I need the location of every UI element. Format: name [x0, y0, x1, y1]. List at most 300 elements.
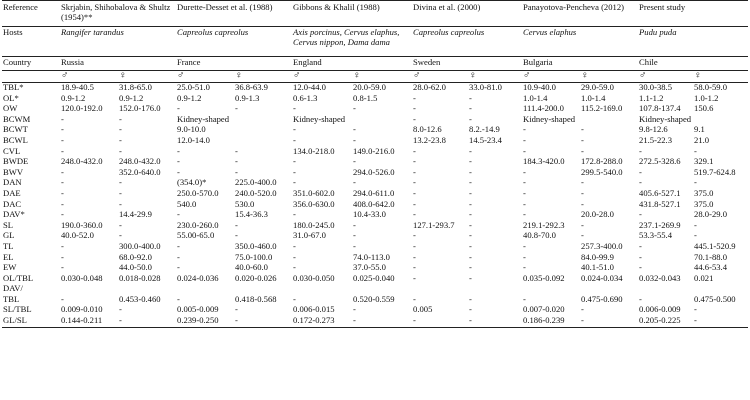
measurement-value: - — [580, 316, 638, 327]
measurement-value: 272.5-328.6 — [639, 157, 681, 167]
measurement-value: - — [177, 252, 180, 262]
measurement-value: - — [293, 252, 296, 262]
measurement-label: OL/TBL — [3, 273, 34, 283]
measurement-value: 84.0-99.9 — [581, 252, 614, 262]
measurement-value: - — [353, 104, 356, 114]
measurement-value: 13.2-23.8 — [413, 135, 446, 145]
measurement-value: - — [61, 167, 64, 177]
measurement-value: 9.0-10.0 — [177, 125, 206, 135]
measurement-value: 20.0-59.0 — [353, 82, 386, 92]
study-ref-5: Panayotova-Pencheva (2012) — [522, 1, 638, 27]
measurement-value: 55.00-65.0 — [177, 231, 215, 241]
measurement-value: - — [639, 241, 642, 251]
measurement-label: EL — [3, 252, 14, 262]
measurement-value: - — [413, 273, 416, 283]
measurement-value: - — [581, 305, 584, 315]
measurement-value — [468, 284, 522, 295]
measurement-value: 445.1-520.9 — [694, 241, 736, 251]
host-4: Capreolus capreolus — [412, 27, 522, 57]
measurement-value: 350.0-460.0 — [235, 241, 277, 251]
measurement-label: DAN — [3, 178, 22, 188]
measurement-value: - — [61, 114, 64, 124]
measurement-value: - — [469, 178, 472, 188]
measurement-value: - — [235, 231, 238, 241]
measurement-value: 0.021 — [694, 273, 714, 283]
measurement-value: 0.8-1.5 — [353, 93, 378, 103]
measurement-value: 28.0-29.0 — [694, 210, 727, 220]
measurement-value: - — [353, 178, 356, 188]
measurement-value — [234, 284, 292, 295]
measurement-value: 74.0-113.0 — [353, 252, 390, 262]
country-3: England — [292, 57, 412, 71]
measurement-value: 29.0-59.0 — [581, 82, 614, 92]
table-row — [2, 274, 748, 285]
table-row — [2, 115, 748, 126]
measurement-label: DAV/ — [3, 284, 23, 294]
measurement-value: 352.0-640.0 — [119, 167, 161, 177]
measurement-value — [292, 284, 352, 295]
measurement-value: 0.030-0.050 — [293, 273, 335, 283]
measurement-value: 0.144-0.211 — [60, 316, 118, 327]
measurement-value: - — [469, 146, 472, 156]
measurement-value: 0.009-0.010 — [61, 305, 103, 315]
measurement-value: 31.8-65.0 — [119, 82, 152, 92]
reference-header-row — [2, 1, 748, 27]
measurement-value: - — [235, 220, 238, 230]
measurement-label: DAV* — [3, 210, 25, 220]
measurement-value: - — [61, 210, 64, 220]
measurement-value: 0.239-0.250 — [176, 316, 234, 327]
measurement-value: 14.5-23.4 — [469, 135, 502, 145]
measurement-value: - — [177, 294, 180, 304]
measurement-value: - — [235, 305, 238, 315]
table-row — [2, 263, 748, 274]
female-symbol: ♀ — [234, 71, 292, 83]
male-symbol: ♂ — [412, 71, 468, 83]
measurement-value: 0.024-0.034 — [581, 273, 623, 283]
measurement-label: BCWM — [3, 114, 31, 124]
study-ref-6: Present study — [638, 1, 748, 27]
measurement-value: - — [61, 252, 64, 262]
table-row — [2, 157, 748, 168]
measurement-value: 0.9-1.2 — [177, 93, 202, 103]
measurement-value: 230.0-260.0 — [177, 220, 219, 230]
measurement-label: OW — [3, 104, 18, 114]
measurement-value: 237.1-269.9 — [639, 220, 681, 230]
measurement-value: 0.9-1.2 — [61, 93, 86, 103]
measurement-value: 1.0-1.4 — [581, 93, 606, 103]
host-2: Capreolus capreolus — [176, 27, 292, 57]
measurement-value: 0.005 — [413, 305, 433, 315]
male-symbol: ♂ — [638, 71, 693, 83]
measurement-value: 21.0 — [694, 135, 710, 145]
table-row — [2, 221, 748, 232]
female-symbol: ♀ — [352, 71, 412, 83]
measurement-value: - — [413, 157, 416, 167]
measurement-value: 68.0-92.0 — [119, 252, 152, 262]
measurement-value: 44.0-50.0 — [119, 263, 152, 273]
measurement-value: 225.0-400.0 — [235, 178, 277, 188]
measurement-value: - — [293, 104, 296, 114]
measurement-value: Kidney-shaped — [177, 114, 230, 124]
measurement-value: - — [177, 146, 180, 156]
measurement-value: 149.0-216.0 — [353, 146, 395, 156]
measurement-value: 33.0-81.0 — [469, 82, 502, 92]
measurement-value: 134.0-218.0 — [293, 146, 335, 156]
measurement-value: - — [413, 188, 416, 198]
measurement-value — [118, 284, 176, 295]
measurement-label: SL — [3, 220, 14, 230]
measurement-value — [412, 284, 468, 295]
measurement-value: - — [581, 135, 584, 145]
measurement-value: - — [353, 135, 356, 145]
measurement-value: - — [639, 263, 642, 273]
measurement-value: - — [523, 252, 526, 262]
measurement-value: - — [119, 305, 122, 315]
measurement-value: 530.0 — [235, 199, 255, 209]
measurement-value: - — [639, 178, 642, 188]
measurement-value: - — [523, 135, 526, 145]
measurement-value: - — [523, 167, 526, 177]
measurement-value: 21.5-22.3 — [639, 135, 672, 145]
female-symbol: ♀ — [580, 71, 638, 83]
measurement-value: - — [293, 178, 296, 188]
measurement-label: BWV — [3, 167, 24, 177]
measurement-value: - — [61, 241, 64, 251]
measurement-value: 294.0-526.0 — [353, 167, 395, 177]
table-row — [2, 305, 748, 316]
measurement-value: - — [119, 135, 122, 145]
measurement-value: 375.0 — [694, 199, 714, 209]
measurement-value: - — [413, 294, 416, 304]
measurement-value: 127.1-293.7 — [413, 220, 455, 230]
measurement-value: 70.1-88.0 — [694, 252, 727, 262]
measurement-value: - — [293, 210, 296, 220]
measurement-value: 0.005-0.009 — [177, 305, 219, 315]
study-ref-3: Gibbons & Khalil (1988) — [292, 1, 412, 27]
measurement-value: 172.8-288.0 — [581, 157, 623, 167]
measurement-value — [693, 115, 748, 126]
table-row — [2, 231, 748, 242]
measurement-value: 8.2.-14.9 — [469, 125, 500, 135]
measurement-value: Kidney-shaped — [639, 114, 692, 124]
host-5: Cervus elaphus — [522, 27, 638, 57]
measurement-value: - — [413, 263, 416, 273]
measurement-value: - — [177, 241, 180, 251]
measurement-value: - — [119, 220, 122, 230]
measurement-value: - — [639, 252, 642, 262]
table-row — [2, 94, 748, 105]
measurement-value: Kidney-shaped — [293, 114, 346, 124]
measurement-value: - — [353, 157, 356, 167]
measurement-value: 37.0-55.0 — [353, 263, 386, 273]
measurement-value — [522, 284, 580, 295]
measurement-value: 30.0-38.5 — [639, 82, 672, 92]
measurement-value: 25.0-51.0 — [177, 82, 210, 92]
measurement-value: 0.024-0.036 — [177, 273, 219, 283]
measurement-label: DAE — [3, 188, 21, 198]
measurement-value: 18.9-40.5 — [61, 82, 94, 92]
measurement-value: 250.0-570.0 — [177, 188, 219, 198]
measurement-value: - — [413, 241, 416, 251]
measurement-value: - — [694, 220, 697, 230]
measurement-value: 58.0-59.0 — [694, 82, 727, 92]
measurement-value: - — [639, 210, 642, 220]
measurement-value: 190.0-360.0 — [61, 220, 103, 230]
measurement-value: - — [177, 263, 180, 273]
measurement-value: - — [293, 135, 296, 145]
measurement-value: - — [177, 104, 180, 114]
measurement-value: - — [469, 231, 472, 241]
measurement-value: - — [61, 188, 64, 198]
measurement-value: - — [413, 231, 416, 241]
measurement-value: 0.172-0.273 — [292, 316, 352, 327]
measurement-value: - — [61, 199, 64, 209]
measurement-value: 0.475-0.500 — [694, 294, 736, 304]
measurement-value: 0.018-0.028 — [119, 273, 161, 283]
measurement-value: - — [694, 178, 697, 188]
measurement-label: CVL — [3, 146, 21, 156]
measurement-value: - — [353, 305, 356, 315]
measurement-label: BCWT — [3, 125, 28, 135]
measurement-value: 111.4-200.0 — [523, 104, 564, 114]
measurement-value: 150.6 — [694, 104, 714, 114]
measurement-value: - — [235, 104, 238, 114]
measurement-value: - — [581, 178, 584, 188]
male-symbol: ♂ — [60, 71, 118, 83]
female-symbol: ♀ — [693, 71, 748, 83]
measurement-label: TBL* — [3, 82, 24, 92]
measurement-label: OL* — [3, 93, 19, 103]
measurement-value: 9.1 — [694, 125, 705, 135]
measurement-value: 0.205-0.225 — [638, 316, 693, 327]
measurement-value: 300.0-400.0 — [119, 241, 161, 251]
host-1: Rangifer tarandus — [60, 27, 176, 57]
country-row — [2, 57, 748, 71]
country-2: France — [176, 57, 292, 71]
measurement-value: - — [119, 146, 122, 156]
measurement-value: 15.4-36.3 — [235, 210, 268, 220]
measurement-value: 0.418-0.568 — [235, 294, 277, 304]
measurement-value: - — [118, 316, 176, 327]
measurement-value: 0.453-0.460 — [119, 294, 161, 304]
measurement-value: - — [469, 273, 472, 283]
measurement-value: - — [469, 305, 472, 315]
measurement-value: 0.030-0.048 — [61, 273, 103, 283]
measurement-value: 0.032-0.043 — [639, 273, 681, 283]
measurement-value: - — [177, 167, 180, 177]
measurement-value: 1.0-1.2 — [694, 93, 719, 103]
measurement-value: - — [119, 125, 122, 135]
measurement-value: 0.475-0.690 — [581, 294, 623, 304]
table-row — [2, 136, 748, 147]
table-row — [2, 178, 748, 189]
measurement-value: - — [235, 167, 238, 177]
measurement-label: GL — [3, 231, 15, 241]
measurement-value: 9.8-12.6 — [639, 125, 668, 135]
measurement-value: - — [523, 294, 526, 304]
table-row — [2, 253, 748, 264]
measurement-value: - — [469, 167, 472, 177]
measurement-value: - — [413, 199, 416, 209]
measurement-value: - — [177, 210, 180, 220]
morphometric-comparison-table — [2, 0, 748, 328]
measurement-value: - — [639, 167, 642, 177]
table-row — [2, 316, 748, 327]
measurement-value: - — [61, 135, 64, 145]
measurement-value: 12.0-44.0 — [293, 82, 326, 92]
measurement-value: 219.1-292.3 — [523, 220, 565, 230]
female-symbol: ♀ — [118, 71, 176, 83]
measurement-value: 10.4-33.0 — [353, 210, 386, 220]
measurement-value: - — [119, 178, 122, 188]
measurement-value: - — [469, 199, 472, 209]
measurement-value: 53.3-55.4 — [639, 231, 672, 241]
measurement-value: - — [523, 241, 526, 251]
country-5: Bulgaria — [522, 57, 638, 71]
reference-label: Reference — [2, 1, 60, 27]
measurement-value — [638, 284, 693, 295]
measurement-value — [234, 125, 292, 136]
measurement-value: 115.2-169.0 — [581, 104, 623, 114]
measurement-value — [60, 284, 118, 295]
table-row — [2, 83, 748, 94]
measurement-value: 0.007-0.020 — [523, 305, 565, 315]
measurement-value: 31.0-67.0 — [293, 231, 326, 241]
measurement-value: - — [639, 294, 642, 304]
measurement-value: - — [581, 188, 584, 198]
measurement-value: 0.006-0.015 — [293, 305, 335, 315]
measurement-value: - — [234, 316, 292, 327]
country-1: Russia — [60, 57, 176, 71]
measurement-value: Kidney-shaped — [523, 114, 576, 124]
measurement-value: - — [523, 199, 526, 209]
measurement-value: 107.8-137.4 — [639, 104, 681, 114]
measurement-value: - — [469, 104, 472, 114]
measurement-value: - — [469, 114, 472, 124]
measurement-value: - — [413, 167, 416, 177]
measurement-value — [580, 115, 638, 126]
measurement-value — [234, 115, 292, 126]
measurement-value: - — [523, 125, 526, 135]
measurement-value: 152.0-176.0 — [119, 104, 161, 114]
measurement-value: - — [581, 199, 584, 209]
measurement-value: - — [468, 316, 522, 327]
measurement-value: - — [61, 263, 64, 273]
measurement-value: 12.0-14.0 — [177, 135, 210, 145]
measurement-value: - — [61, 125, 64, 135]
measurement-value: 8.0-12.6 — [413, 125, 442, 135]
measurement-value: - — [413, 252, 416, 262]
measurement-value: 329.1 — [694, 157, 714, 167]
measurement-value: - — [523, 263, 526, 273]
measurement-value: 0.186-0.239 — [522, 316, 580, 327]
country-4: Sweden — [412, 57, 522, 71]
measurement-value: - — [469, 188, 472, 198]
measurement-value: - — [581, 125, 584, 135]
measurement-value: 375.0 — [694, 188, 714, 198]
country-6: Chile — [638, 57, 748, 71]
measurement-value: 294.0-611.0 — [353, 188, 395, 198]
measurement-value — [580, 284, 638, 295]
measurement-value: 0.9-1.2 — [119, 93, 144, 103]
measurement-value: 431.8-527.1 — [639, 199, 681, 209]
male-symbol: ♂ — [522, 71, 580, 83]
sex-row — [2, 71, 748, 83]
measurement-value: - — [293, 241, 296, 251]
host-6: Pudu puda — [638, 27, 748, 57]
measurement-label: GL/SL — [2, 316, 60, 327]
measurement-value: 1.1-1.2 — [639, 93, 664, 103]
measurement-value: - — [235, 146, 238, 156]
measurement-value: 40.8-70.0 — [523, 231, 556, 241]
measurement-value: 356.0-630.0 — [293, 199, 335, 209]
measurement-value: - — [693, 316, 748, 327]
measurement-value: - — [523, 178, 526, 188]
measurement-value: 1.0-1.4 — [523, 93, 548, 103]
measurement-value: - — [353, 231, 356, 241]
measurement-value: 0.020-0.026 — [235, 273, 277, 283]
measurement-value: - — [293, 263, 296, 273]
measurement-value: - — [694, 231, 697, 241]
measurement-value: - — [235, 157, 238, 167]
measurement-value: - — [523, 188, 526, 198]
table-row — [2, 284, 748, 295]
measurement-label: BCWL — [3, 135, 28, 145]
table-row — [2, 147, 748, 158]
measurement-value: 44.6-53.4 — [694, 263, 727, 273]
measurement-value: 75.0-100.0 — [235, 252, 273, 262]
measurement-value: - — [293, 157, 296, 167]
male-symbol: ♂ — [292, 71, 352, 83]
measurement-rows — [2, 83, 748, 328]
measurement-value: - — [694, 146, 697, 156]
measurement-value: - — [413, 146, 416, 156]
measurement-value: - — [177, 157, 180, 167]
measurement-value: 405.6-527.1 — [639, 188, 681, 198]
measurement-value: - — [469, 210, 472, 220]
measurement-value: 248.0-432.0 — [61, 157, 103, 167]
measurement-value: 120.0-192.0 — [61, 104, 103, 114]
measurement-value — [352, 284, 412, 295]
host-3: Axis porcinus, Cervus elaphus, Cervus nippon, Dama dama — [292, 27, 412, 57]
measurement-value: - — [119, 199, 122, 209]
measurement-value: - — [119, 231, 122, 241]
measurement-value: - — [469, 252, 472, 262]
measurement-label: DAC — [3, 199, 22, 209]
measurement-value: - — [413, 178, 416, 188]
measurement-value: 40.1-51.0 — [581, 263, 614, 273]
hosts-label: Hosts — [2, 27, 60, 57]
measurement-value: - — [413, 114, 416, 124]
male-symbol: ♂ — [176, 71, 234, 83]
measurement-value: - — [469, 294, 472, 304]
measurement-value: 20.0-28.0 — [581, 210, 614, 220]
measurement-value: 519.7-624.8 — [694, 167, 736, 177]
measurement-value: - — [293, 125, 296, 135]
measurement-value: - — [353, 125, 356, 135]
measurement-value: - — [412, 316, 468, 327]
measurement-value: - — [581, 231, 584, 241]
measurement-value: - — [469, 263, 472, 273]
measurement-value: - — [469, 220, 472, 230]
measurement-value: 408.0-642.0 — [353, 199, 395, 209]
measurement-value: 36.8-63.9 — [235, 82, 268, 92]
measurement-label: TBL — [3, 294, 20, 304]
table-row — [2, 200, 748, 211]
measurement-value: (354.0)* — [177, 178, 207, 188]
measurement-value: 184.3-420.0 — [523, 157, 565, 167]
